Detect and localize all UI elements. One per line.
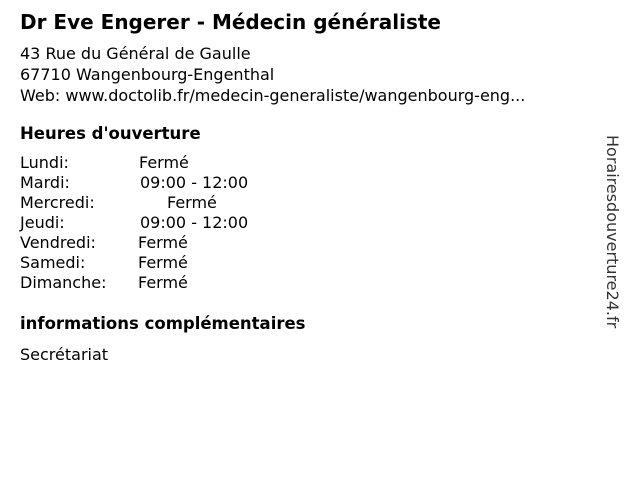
day-hours: 09:00 - 12:00	[140, 173, 249, 192]
day-hours: Fermé	[138, 233, 188, 252]
day-hours: Fermé	[167, 193, 217, 212]
page-title: Dr Eve Engerer - Médecin généraliste	[20, 10, 441, 34]
address-block	[20, 43, 525, 106]
day-label: Lundi:	[20, 153, 69, 172]
day-hours: Fermé	[138, 253, 188, 272]
day-label: Dimanche:	[20, 273, 107, 292]
additional-info-heading: informations complémentaires	[20, 314, 306, 333]
street-address: 43 Rue du Général de Gaulle	[20, 44, 251, 63]
day-label: Samedi:	[20, 253, 86, 272]
day-hours: Fermé	[139, 153, 189, 172]
site-watermark: Horairesdouverture24.fr	[603, 135, 622, 329]
day-label: Mercredi:	[20, 193, 95, 212]
day-label: Jeudi:	[20, 213, 65, 232]
day-hours: 09:00 - 12:00	[140, 213, 249, 232]
day-label: Mardi:	[20, 173, 70, 192]
day-label: Vendredi:	[20, 233, 96, 252]
website-link[interactable]: Web: www.doctolib.fr/medecin-generaliste/wangenbourg-eng...	[20, 86, 526, 105]
day-hours: Fermé	[138, 273, 188, 292]
additional-info-text: Secrétariat	[20, 345, 109, 364]
opening-hours-heading: Heures d'ouverture	[20, 124, 201, 143]
city-address: 67710 Wangenbourg-Engenthal	[20, 65, 275, 84]
